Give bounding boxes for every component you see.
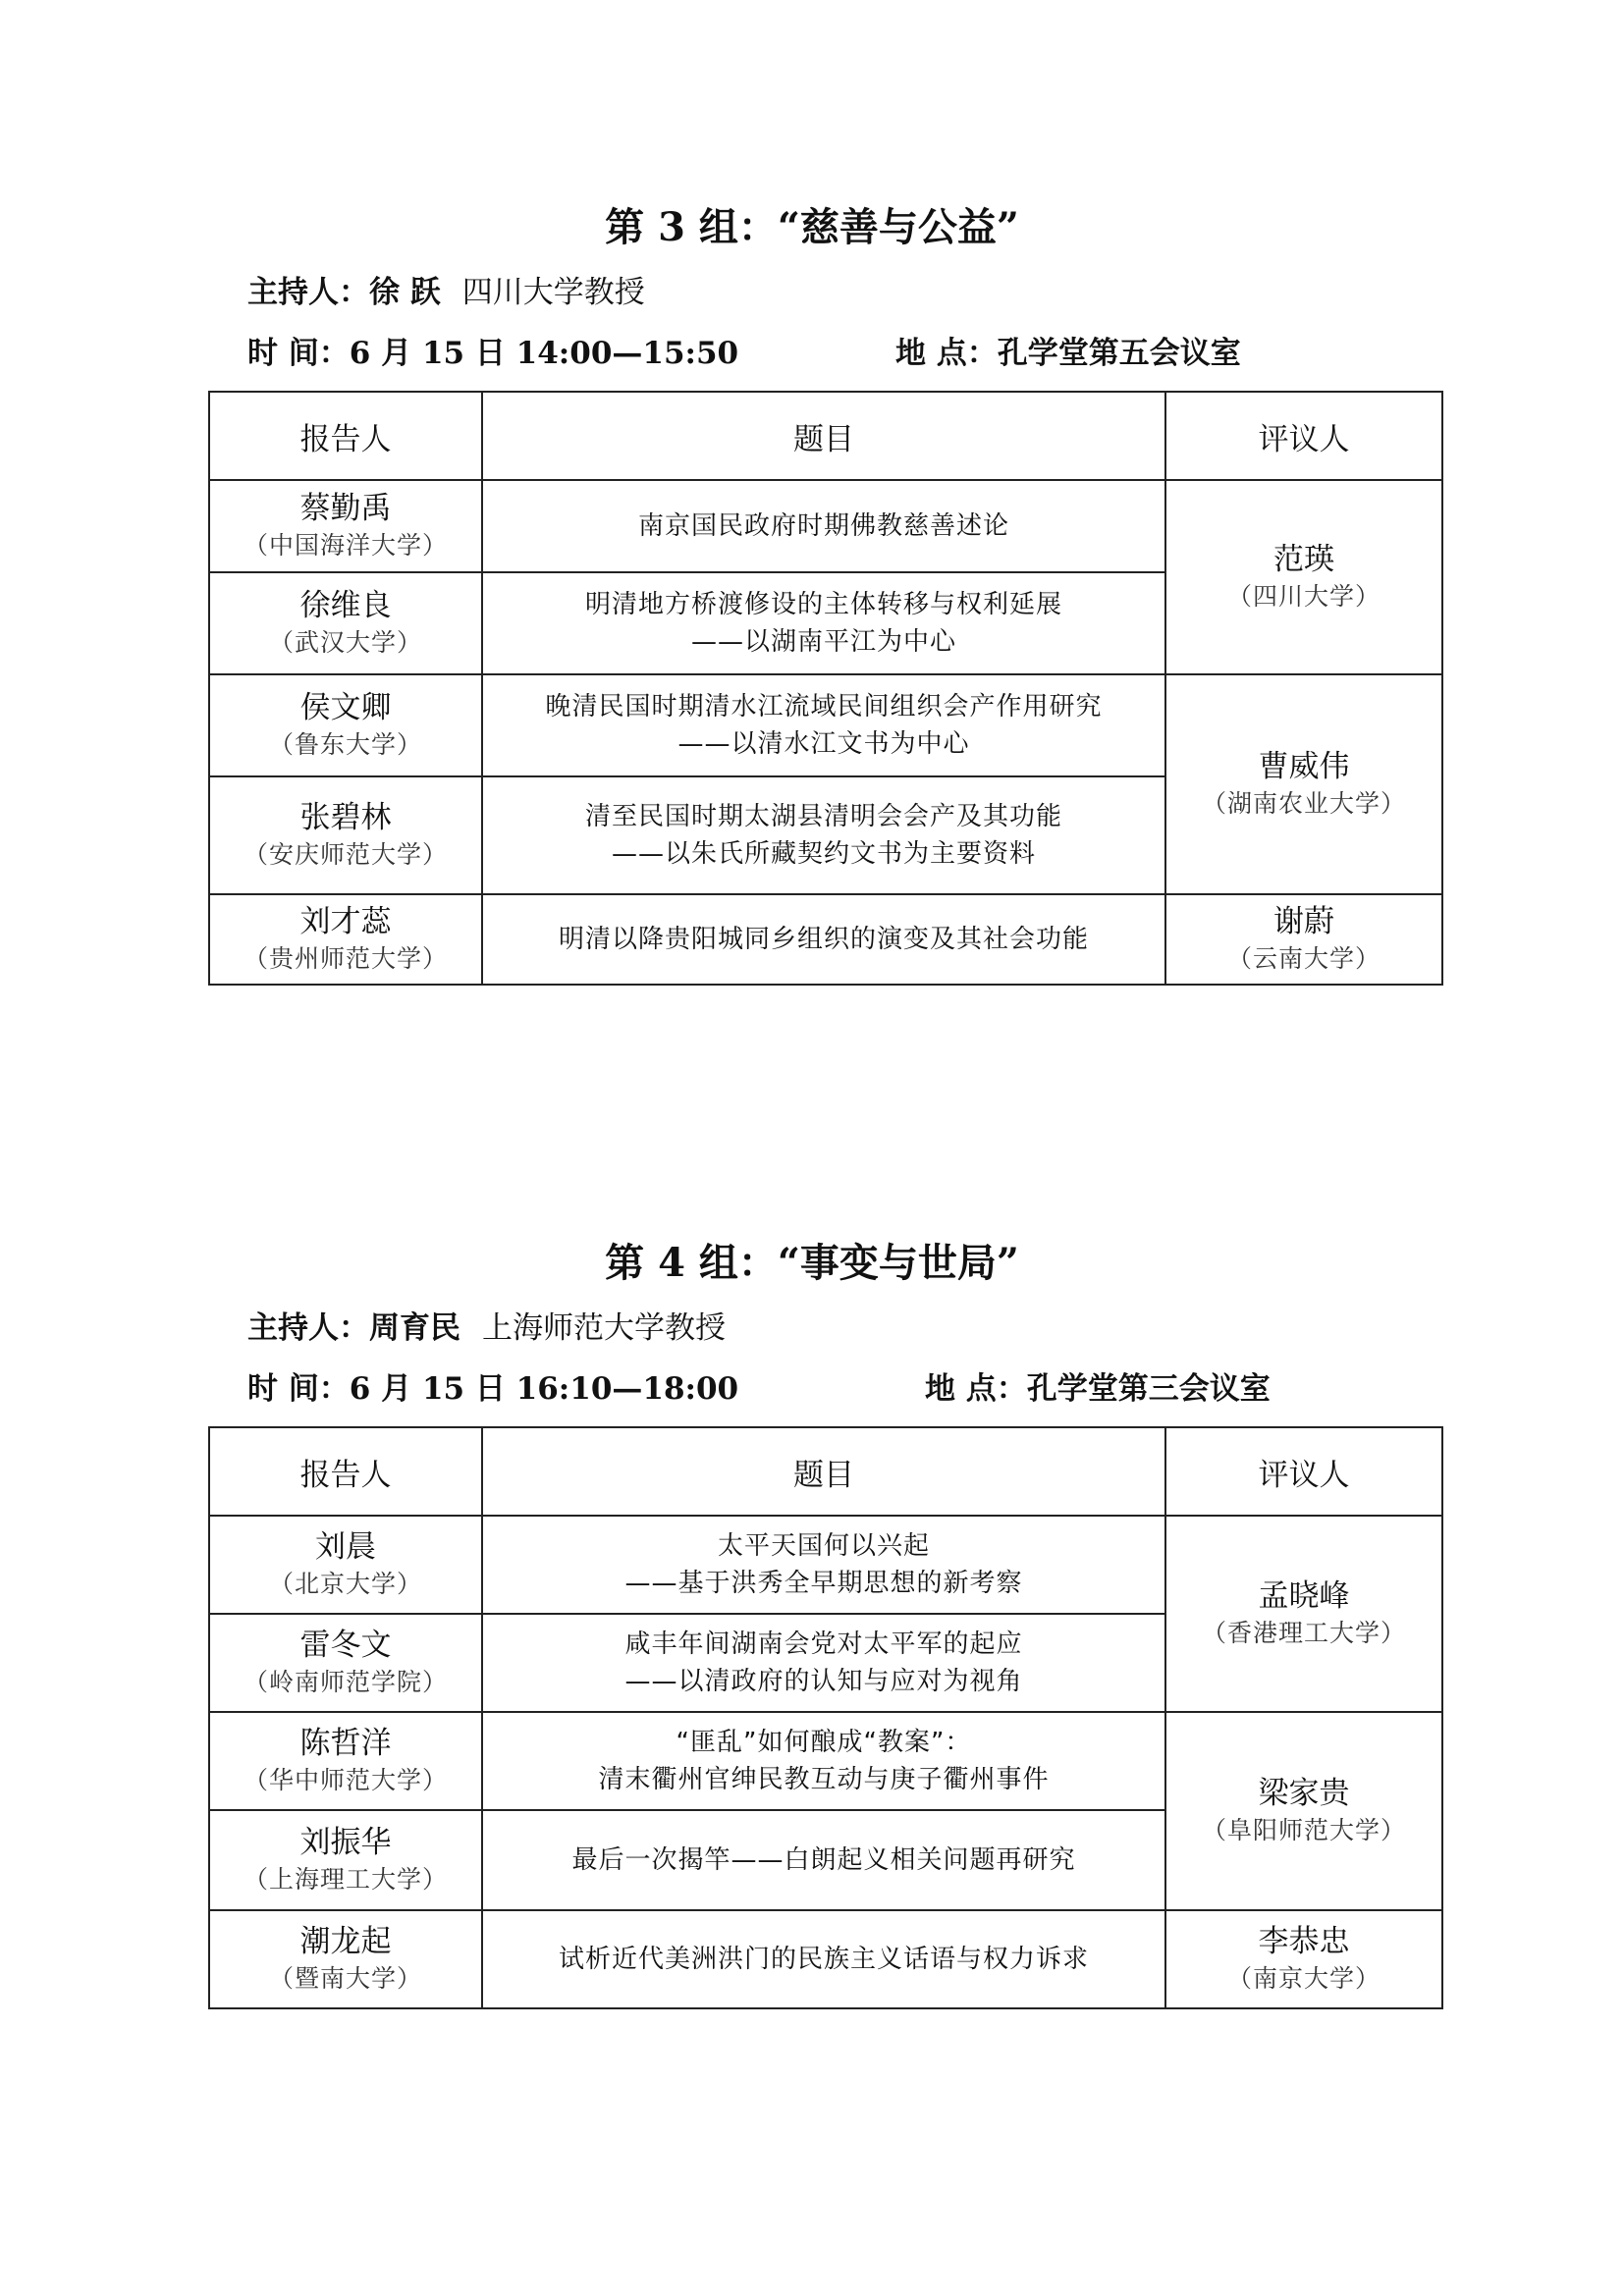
presenter-cell: [209, 1810, 482, 1910]
host-title: 上海师范大学教授: [482, 1310, 726, 1346]
reviewer-cell: [1165, 1516, 1442, 1712]
presenter-name: 蔡勤禹: [299, 491, 392, 526]
session-group-3: [0, 196, 1624, 973]
presenter-affiliation: （上海理工大学）: [243, 1865, 448, 1894]
topic-line: 明清地方桥渡修设的主体转移与权利延展: [584, 590, 1062, 619]
reviewer-affiliation: （四川大学）: [1226, 582, 1380, 611]
table-row: [209, 674, 1442, 776]
table-row: [209, 1516, 1442, 1614]
presenter-affiliation: （贵州师范大学）: [243, 944, 448, 973]
header-reviewer: 评议人: [1165, 392, 1442, 480]
table-row: [209, 894, 1442, 985]
topic-line: 南京国民政府时期佛教慈善述论: [637, 511, 1009, 541]
topic-cell: [482, 674, 1165, 776]
table-row: [209, 1712, 1442, 1810]
topic-line: 试析近代美洲洪门的民族主义话语与权力诉求: [558, 1945, 1089, 1974]
topic-subtitle: 清末衢州官绅民教互动与庚子衢州事件: [598, 1765, 1050, 1794]
topic-subtitle: ——以清政府的认知与应对为视角: [624, 1667, 1023, 1696]
reviewer-affiliation: （湖南农业大学）: [1201, 789, 1406, 818]
reviewer-affiliation: （阜阳师范大学）: [1201, 1816, 1406, 1844]
presenter-cell: [209, 674, 482, 776]
presenter-name: 刘晨: [315, 1529, 376, 1565]
topic-subtitle: ——以清水江文书为中心: [677, 729, 970, 759]
reviewer-cell: [1165, 480, 1442, 674]
session-group-4: [0, 1232, 1624, 1993]
topic-line: 最后一次揭竿——白朗起义相关问题再研究: [571, 1845, 1076, 1875]
table-header-row: [209, 392, 1442, 480]
presenter-name: 侯文卿: [299, 690, 392, 725]
schedule-table: [208, 391, 1443, 986]
presenter-name: 潮龙起: [299, 1924, 392, 1959]
table-row: [209, 480, 1442, 572]
presenter-name: 陈哲洋: [299, 1726, 392, 1761]
session-time: 时 间：6 月 15 日 14:00—15:50: [247, 336, 739, 371]
header-topic: 题目: [482, 392, 1165, 480]
table-row: [209, 1910, 1442, 2008]
reviewer-affiliation: （香港理工大学）: [1201, 1619, 1406, 1647]
topic-cell: [482, 1910, 1165, 2008]
topic-subtitle: ——以朱氏所藏契约文书为主要资料: [611, 839, 1036, 869]
topic-line: “匪乱”如何酿成“教案”：: [676, 1728, 972, 1757]
topic-subtitle: ——以湖南平江为中心: [690, 627, 956, 657]
reviewer-cell: [1165, 674, 1442, 894]
presenter-name: 刘才蕊: [299, 904, 392, 939]
topic-cell: [482, 1614, 1165, 1712]
host-title: 四川大学教授: [461, 275, 645, 310]
presenter-affiliation: （岭南师范学院）: [243, 1668, 448, 1696]
host-label: 主持人：: [247, 275, 369, 310]
presenter-name: 张碧林: [299, 800, 392, 835]
table-header-row: [209, 1427, 1442, 1516]
reviewer-name: 梁家贵: [1258, 1776, 1350, 1811]
presenter-cell: [209, 1614, 482, 1712]
presenter-affiliation: （安庆师范大学）: [243, 840, 448, 869]
host-line: [247, 1308, 726, 1348]
presenter-affiliation: （华中师范大学）: [243, 1766, 448, 1794]
presenter-name: 雷冬文: [299, 1628, 392, 1663]
header-presenter: 报告人: [209, 392, 482, 480]
header-presenter: 报告人: [209, 1427, 482, 1516]
time-place-line: [247, 334, 1426, 373]
session-place: 地 点：孔学堂第五会议室: [895, 336, 1241, 371]
topic-cell: [482, 480, 1165, 572]
topic-cell: [482, 894, 1165, 985]
session-place: 地 点：孔学堂第三会议室: [925, 1371, 1271, 1407]
topic-line: 清至民国时期太湖县清明会会产及其功能: [584, 802, 1062, 831]
host-line: [247, 273, 645, 312]
group-title: 第 3 组：“慈善与公益”: [605, 204, 1019, 250]
presenter-cell: [209, 894, 482, 985]
topic-cell: [482, 1516, 1165, 1614]
presenter-cell: [209, 572, 482, 674]
reviewer-affiliation: （南京大学）: [1226, 1964, 1380, 1993]
topic-line: 太平天国何以兴起: [717, 1531, 930, 1561]
topic-line: 明清以降贵阳城同乡组织的演变及其社会功能: [558, 925, 1089, 954]
reviewer-name: 曹威伟: [1258, 749, 1350, 784]
presenter-affiliation: （鲁东大学）: [268, 730, 422, 759]
topic-subtitle: ——基于洪秀全早期思想的新考察: [624, 1569, 1023, 1598]
reviewer-name: 李恭忠: [1258, 1924, 1350, 1959]
reviewer-affiliation: （云南大学）: [1226, 944, 1380, 973]
session-time: 时 间：6 月 15 日 16:10—18:00: [247, 1371, 739, 1407]
topic-cell: [482, 572, 1165, 674]
reviewer-cell: [1165, 1910, 1442, 2008]
topic-line: 晚清民国时期清水江流域民间组织会产作用研究: [545, 692, 1103, 721]
presenter-cell: [209, 1910, 482, 2008]
presenter-cell: [209, 480, 482, 572]
reviewer-name: 谢蔚: [1273, 904, 1334, 939]
group-title: 第 4 组：“事变与世局”: [605, 1240, 1019, 1286]
presenter-cell: [209, 776, 482, 894]
time-place-line: [247, 1369, 1426, 1409]
presenter-affiliation: （北京大学）: [268, 1570, 422, 1598]
presenter-name: 刘振华: [299, 1825, 392, 1860]
presenter-affiliation: （武汉大学）: [268, 628, 422, 657]
presenter-name: 徐维良: [299, 588, 392, 623]
presenter-affiliation: （暨南大学）: [268, 1964, 422, 1993]
reviewer-name: 范瑛: [1273, 542, 1334, 577]
topic-cell: [482, 1810, 1165, 1910]
header-reviewer: 评议人: [1165, 1427, 1442, 1516]
reviewer-cell: [1165, 1712, 1442, 1910]
host-name: 周育民: [369, 1310, 460, 1346]
presenter-cell: [209, 1712, 482, 1810]
reviewer-name: 孟晓峰: [1258, 1578, 1350, 1614]
presenter-cell: [209, 1516, 482, 1614]
reviewer-cell: [1165, 894, 1442, 985]
topic-cell: [482, 1712, 1165, 1810]
host-label: 主持人：: [247, 1310, 369, 1346]
presenter-affiliation: （中国海洋大学）: [243, 531, 448, 560]
topic-cell: [482, 776, 1165, 894]
host-name: 徐 跃: [369, 275, 441, 310]
topic-line: 咸丰年间湖南会党对太平军的起应: [624, 1629, 1023, 1659]
schedule-table: [208, 1426, 1443, 2009]
header-topic: 题目: [482, 1427, 1165, 1516]
